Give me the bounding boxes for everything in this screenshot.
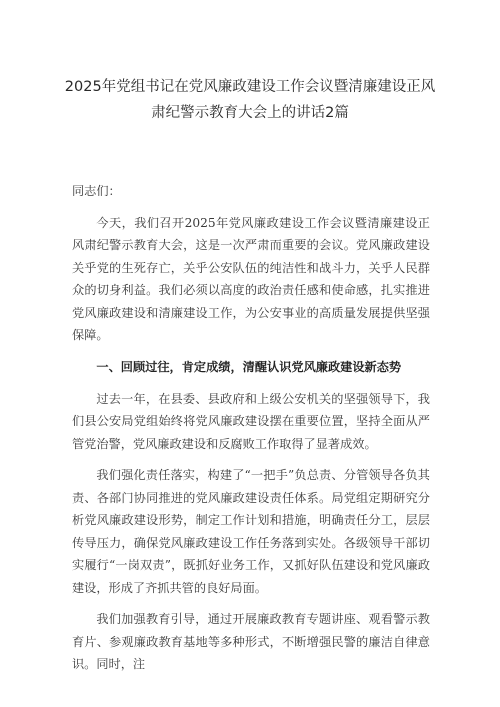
paragraph-review: 过去一年，在县委、县政府和上级公安机关的坚强领导下，我们县公安局党组始终将党风廉政建设摆在重要位置，坚持全面从严管党治警，党风廉政建设和反腐败工作取得了显著成效。 <box>72 391 430 451</box>
paragraph-intro: 今天，我们召开2025年党风廉政建设工作会议暨清廉建设正风肃纪警示教育大会，这是一次严肃而重要的会议。党风廉政建设关乎党的生死存亡，关乎公安队伍的纯洁性和战斗力，关乎人民群众的切身利益。我们必须以高度的政治责任感和使命感，扎实推进党风廉政建设和清廉建设工作，为公安事业的高质量发展提供坚强保障。 <box>72 215 430 342</box>
section-heading-1: 一、回顾过往，肯定成绩，清醒认识党风廉政建设新态势 <box>96 359 402 374</box>
title-line-2: 肃纪警示教育大会上的讲话2篇 <box>151 105 349 121</box>
paragraph-education: 我们加强教育引导，通过开展廉政教育专题讲座、观看警示教育片、参观廉政教育基地等多种形式，不断增强民警的廉洁自律意识。同时，注 <box>72 612 430 672</box>
document-body <box>72 180 430 685</box>
greeting: 同志们： <box>72 184 121 198</box>
title-line-1: 2025年党组书记在党风廉政建设工作会议暨清廉建设正风 <box>64 79 436 95</box>
paragraph-responsibility: 我们强化责任落实，构建了“一把手”负总责、分管领导各负其责、各部门协同推进的党风廉政建设责任体系。局党组定期研究分析党风廉政建设形势，制定工作计划和措施，明确责任分工，层层传导压力，确保党风廉政建设工作任务落到实处。各级领导干部切实履行“一岗双责”，既抓好业务工作，又抓好队伍建设和党风廉政建设，形成了齐抓共管的良好局面。 <box>72 468 430 595</box>
document-title <box>60 74 440 126</box>
